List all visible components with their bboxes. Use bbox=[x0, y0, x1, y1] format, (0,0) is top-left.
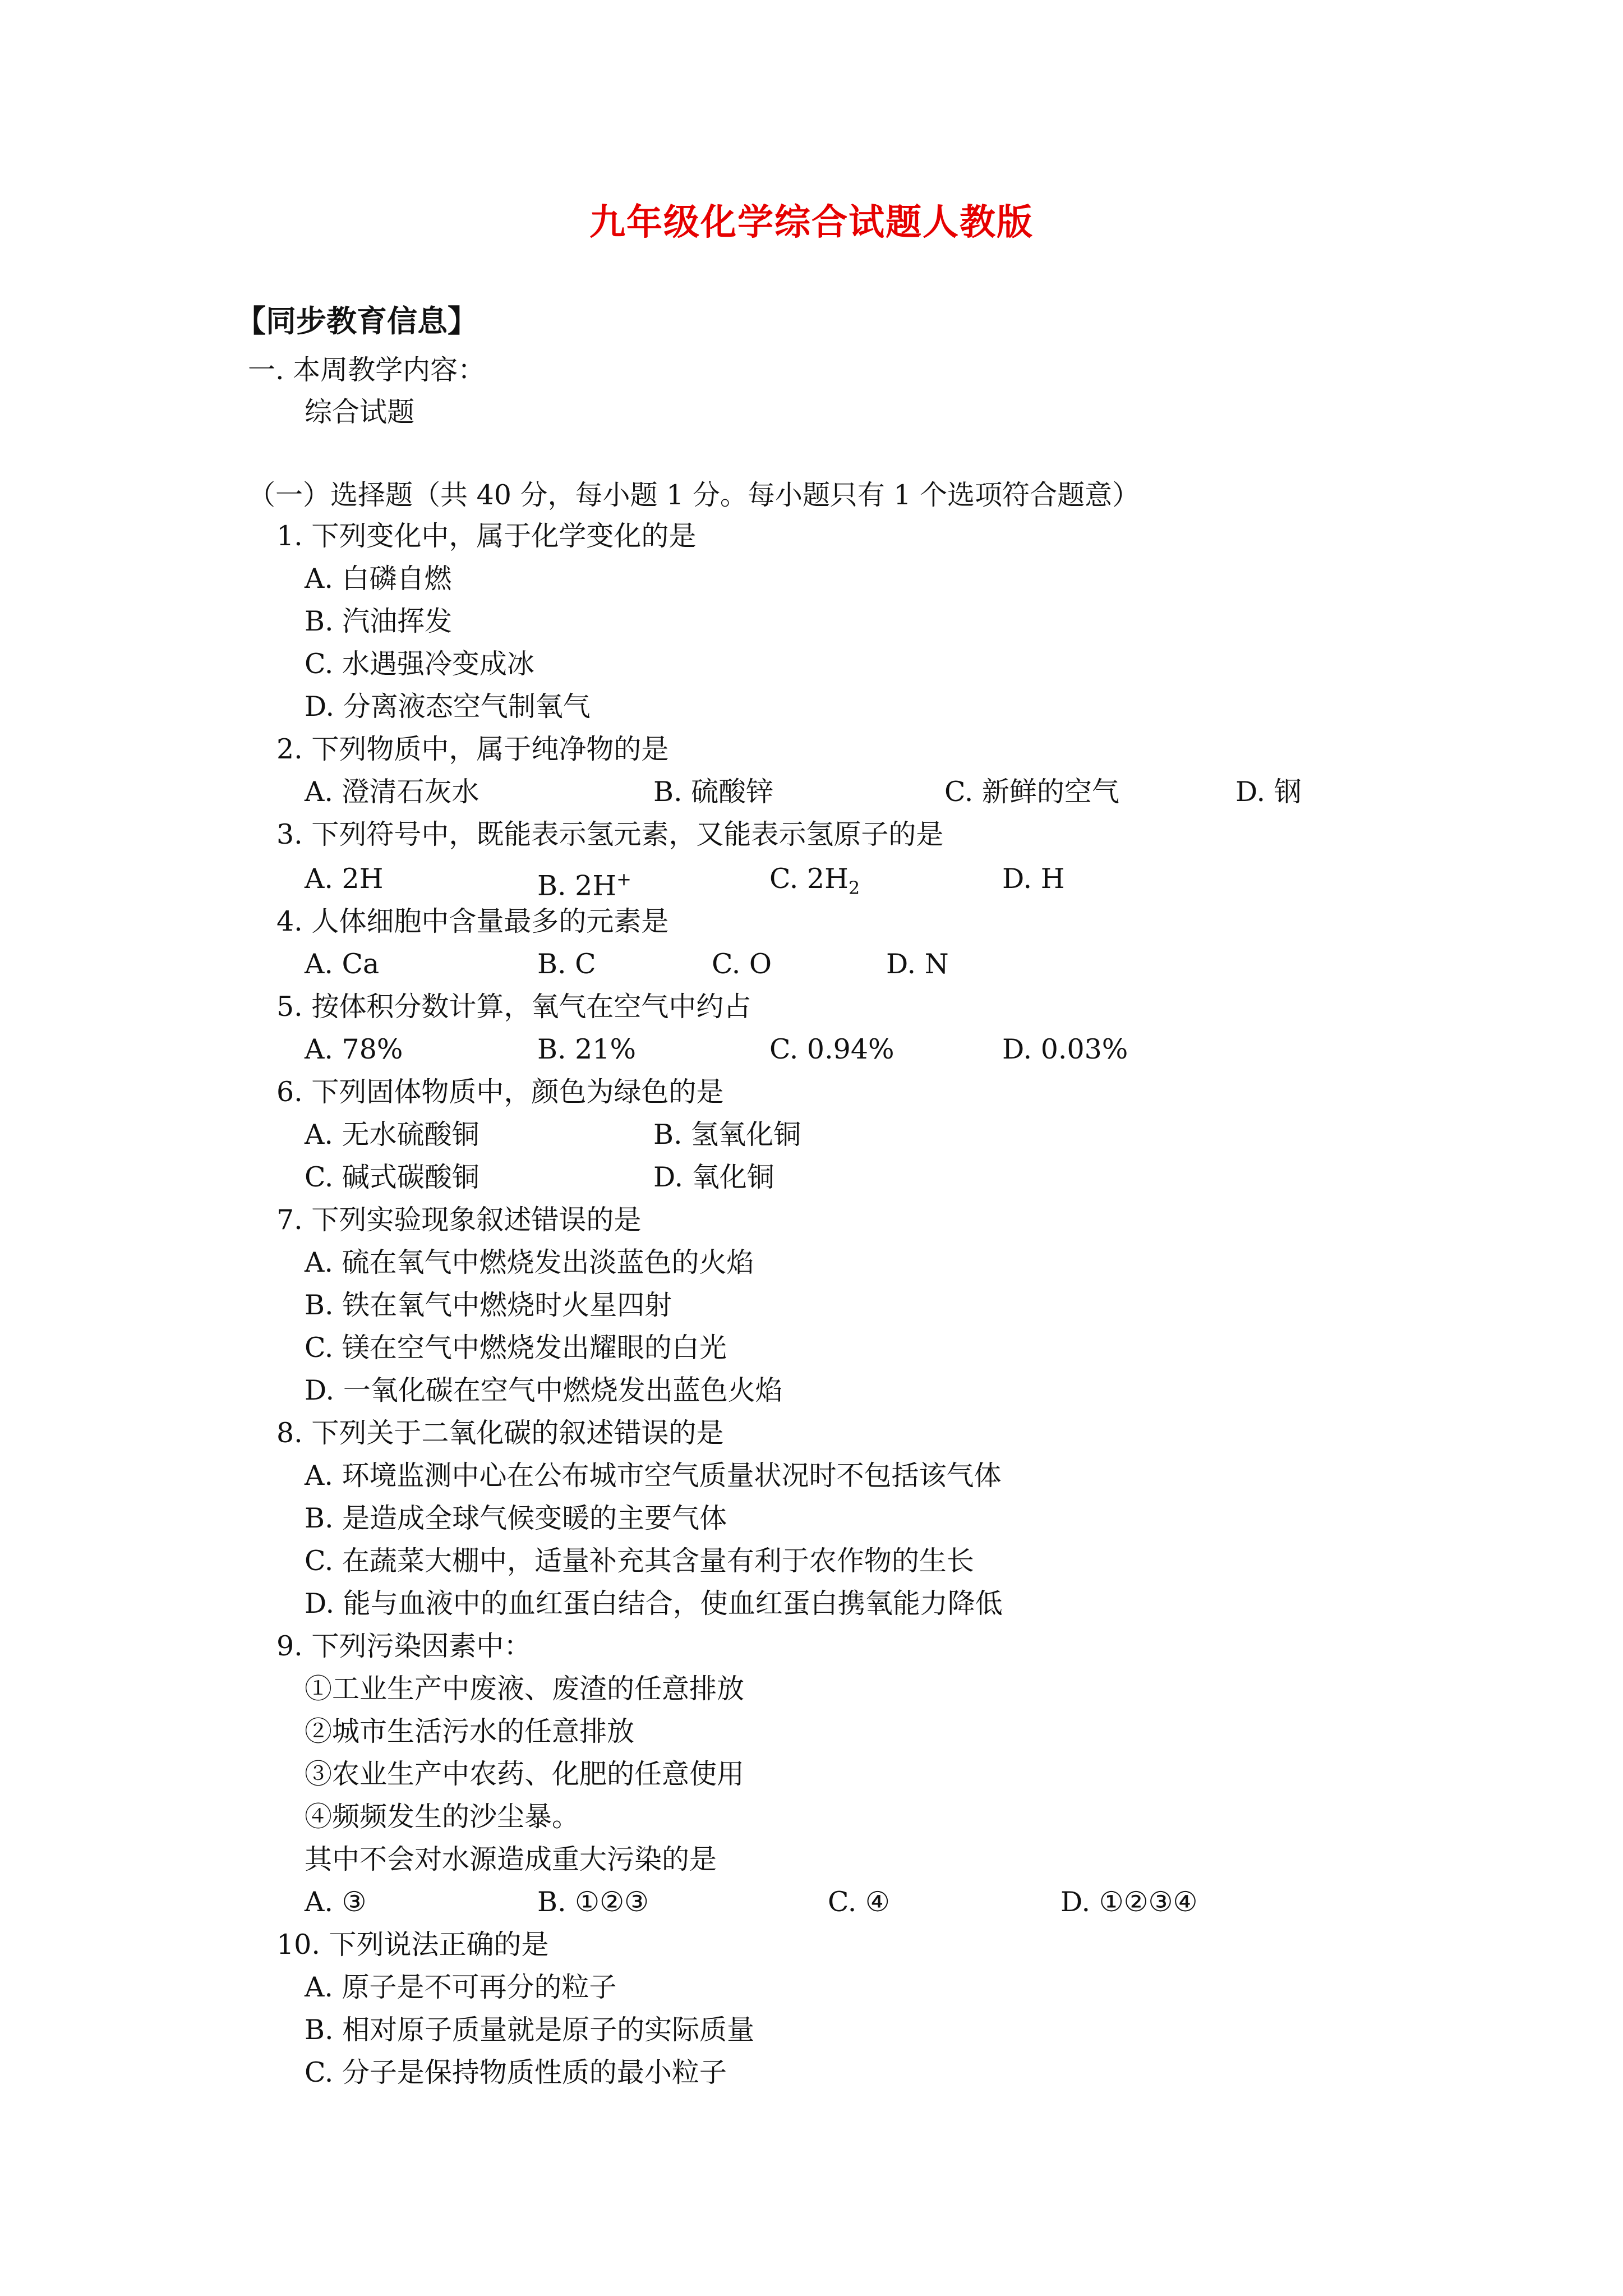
question-stem-5: 5. 按体积分数计算，氧气在空气中约占 bbox=[276, 991, 751, 1023]
q3-option-b-text: B. 2H bbox=[537, 869, 617, 902]
q9-options-row bbox=[0, 1881, 1623, 1924]
q8-option-a: A. 环境监测中心在公布城市空气质量状况时不包括该气体 bbox=[305, 1460, 1002, 1492]
q2-option-b: B. 硫酸锌 bbox=[653, 776, 774, 808]
question-stem-10: 10. 下列说法正确的是 bbox=[276, 1929, 549, 1961]
question-stem-4: 4. 人体细胞中含量最多的元素是 bbox=[276, 905, 669, 937]
q6-option-c: C. 碱式碳酸铜 bbox=[305, 1161, 479, 1193]
q9-prompt: 其中不会对水源造成重大污染的是 bbox=[305, 1843, 717, 1875]
q10-option-b: B. 相对原子质量就是原子的实际质量 bbox=[305, 2014, 755, 2046]
q9-option-a: A. ③ bbox=[305, 1886, 367, 1918]
part1-header: （一）选择题（共 40 分，每小题 1 分。每小题只有 1 个选项符合题意） bbox=[248, 479, 1140, 511]
q6-option-b: B. 氢氧化铜 bbox=[653, 1119, 801, 1151]
q7-option-c: C. 镁在空气中燃烧发出耀眼的白光 bbox=[305, 1332, 727, 1364]
question-stem-2: 2. 下列物质中，属于纯净物的是 bbox=[276, 733, 669, 765]
q5-option-b: B. 21% bbox=[537, 1033, 637, 1065]
q6-options-row-1 bbox=[0, 1114, 1623, 1156]
q3-option-c bbox=[769, 858, 860, 909]
q1-option-b: B. 汽油挥发 bbox=[305, 605, 453, 637]
q9-item-2: ②城市生活污水的任意排放 bbox=[305, 1715, 635, 1747]
q5-option-a: A. 78% bbox=[305, 1033, 403, 1065]
q3-option-c-text: C. 2H bbox=[769, 863, 849, 895]
q1-option-c: C. 水遇强冷变成冰 bbox=[305, 648, 534, 680]
q4-option-a: A. Ca bbox=[305, 948, 380, 980]
q9-option-b: B. ①②③ bbox=[537, 1886, 649, 1918]
q1-option-a: A. 白磷自燃 bbox=[305, 563, 452, 595]
q6-option-a: A. 无水硫酸铜 bbox=[305, 1119, 479, 1151]
q3-option-d: D. H bbox=[1002, 863, 1065, 895]
q8-option-d: D. 能与血液中的血红蛋白结合，使血红蛋白携氧能力降低 bbox=[305, 1588, 1003, 1619]
q9-item-3: ③农业生产中农药、化肥的任意使用 bbox=[305, 1758, 745, 1790]
q3-options-row bbox=[0, 858, 1623, 900]
q7-option-d: D. 一氧化碳在空气中燃烧发出蓝色火焰 bbox=[305, 1374, 783, 1406]
q2-option-c: C. 新鲜的空气 bbox=[944, 776, 1119, 808]
q3-option-b-charge: + bbox=[616, 868, 631, 890]
question-stem-8: 8. 下列关于二氧化碳的叙述错误的是 bbox=[276, 1417, 724, 1449]
q2-options-row bbox=[0, 771, 1623, 813]
intro-line-2: 综合试题 bbox=[305, 396, 415, 428]
q9-option-d: D. ①②③④ bbox=[1061, 1886, 1198, 1918]
q8-option-c: C. 在蔬菜大棚中，适量补充其含量有利于农作物的生长 bbox=[305, 1545, 974, 1577]
q9-item-1: ①工业生产中废液、废渣的任意排放 bbox=[305, 1673, 745, 1705]
q5-options-row bbox=[0, 1028, 1623, 1071]
question-stem-7: 7. 下列实验现象叙述错误的是 bbox=[276, 1204, 642, 1236]
q3-option-a: A. 2H bbox=[305, 863, 384, 895]
intro-line-1: 一. 本周教学内容： bbox=[248, 354, 486, 386]
q9-option-c: C. ④ bbox=[828, 1886, 890, 1918]
question-stem-6: 6. 下列固体物质中，颜色为绿色的是 bbox=[276, 1076, 724, 1108]
q5-option-d: D. 0.03% bbox=[1002, 1033, 1128, 1065]
q9-item-4: ④频频发生的沙尘暴。 bbox=[305, 1801, 580, 1833]
question-stem-9: 9. 下列污染因素中： bbox=[276, 1630, 532, 1662]
q5-option-c: C. 0.94% bbox=[769, 1033, 895, 1065]
q3-option-c-subscript: 2 bbox=[848, 877, 860, 899]
q6-option-d: D. 氧化铜 bbox=[653, 1161, 774, 1193]
q10-option-c: C. 分子是保持物质性质的最小粒子 bbox=[305, 2056, 727, 2088]
section-heading: 【同步教育信息】 bbox=[236, 303, 478, 339]
q8-option-b: B. 是造成全球气候变暖的主要气体 bbox=[305, 1502, 727, 1534]
q6-options-row-2 bbox=[0, 1156, 1623, 1199]
question-stem-1: 1. 下列变化中，属于化学变化的是 bbox=[276, 520, 697, 552]
q4-option-d: D. N bbox=[886, 948, 949, 980]
q4-option-b: B. C bbox=[537, 948, 596, 980]
q2-option-a: A. 澄清石灰水 bbox=[305, 776, 479, 808]
q10-option-a: A. 原子是不可再分的粒子 bbox=[305, 1971, 617, 2003]
q7-option-a: A. 硫在氧气中燃烧发出淡蓝色的火焰 bbox=[305, 1246, 754, 1278]
q4-options-row bbox=[0, 943, 1623, 986]
q1-option-d: D. 分离液态空气制氧气 bbox=[305, 691, 591, 723]
q4-option-c: C. O bbox=[712, 948, 772, 980]
question-stem-3: 3. 下列符号中，既能表示氢元素，又能表示氢原子的是 bbox=[276, 818, 944, 850]
q2-option-d: D. 钢 bbox=[1235, 776, 1302, 808]
page-title: 九年级化学综合试题人教版 bbox=[589, 201, 1034, 243]
q7-option-b: B. 铁在氧气中燃烧时火星四射 bbox=[305, 1289, 672, 1321]
